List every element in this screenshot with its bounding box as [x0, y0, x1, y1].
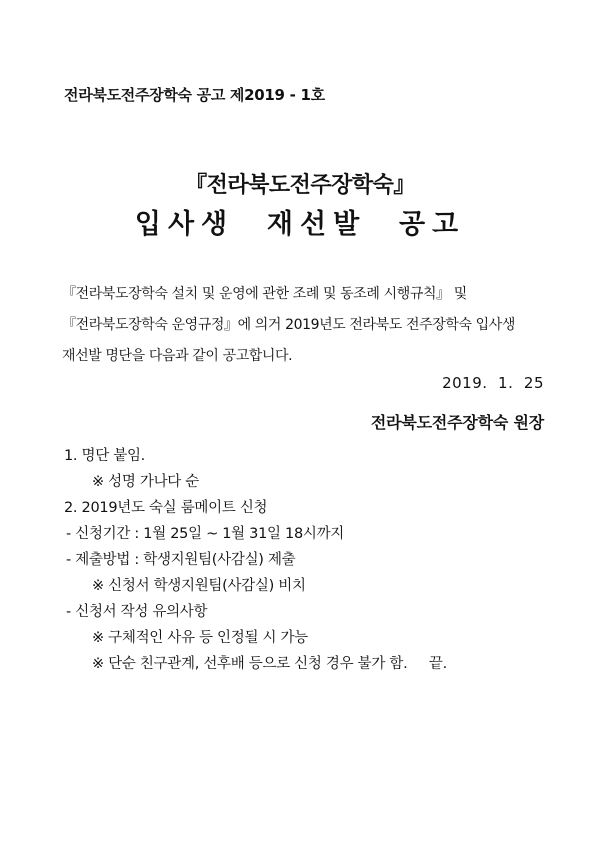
list-item: ※ 성명 가나다 순	[92, 474, 200, 490]
list-item: ※ 구체적인 사유 등 인정될 시 가능	[92, 630, 308, 646]
list-item: - 신청서 작성 유의사항	[66, 604, 208, 620]
list-item: ※ 신청서 학생지원팀(사감실) 비치	[92, 578, 306, 594]
body-line-1: 『전라북도장학숙 설치 및 운영에 관한 조례 및 동조례 시행규칙』 및	[62, 286, 467, 302]
list-item: - 제출방법 : 학생지원팀(사감실) 제출	[66, 552, 296, 568]
list-item: ※ 단순 친구관계, 선후배 등으로 신청 경우 불가 함. 끝.	[92, 656, 447, 672]
signature: 전라북도전주장학숙 원장	[370, 413, 544, 432]
body-line-3: 재선발 명단을 다음과 같이 공고합니다.	[62, 348, 293, 364]
notice-date: 2019. 1. 25	[442, 374, 544, 392]
list-item: 1. 명단 붙임.	[64, 448, 145, 464]
notice-number: 전라북도전주장학숙 공고 제2019 - 1호	[64, 86, 325, 104]
body-line-2: 『전라북도장학숙 운영규정』에 의거 2019년도 전라북도 전주장학숙 입사생	[62, 317, 516, 333]
title-notice: 입사생 재선발 공고	[134, 209, 466, 240]
list-item: 2. 2019년도 숙실 룸메이트 신청	[64, 500, 268, 516]
list-item: - 신청기간 : 1월 25일 ~ 1월 31일 18시까지	[66, 526, 345, 542]
title-organization: 『전라북도전주장학숙』	[185, 173, 415, 198]
